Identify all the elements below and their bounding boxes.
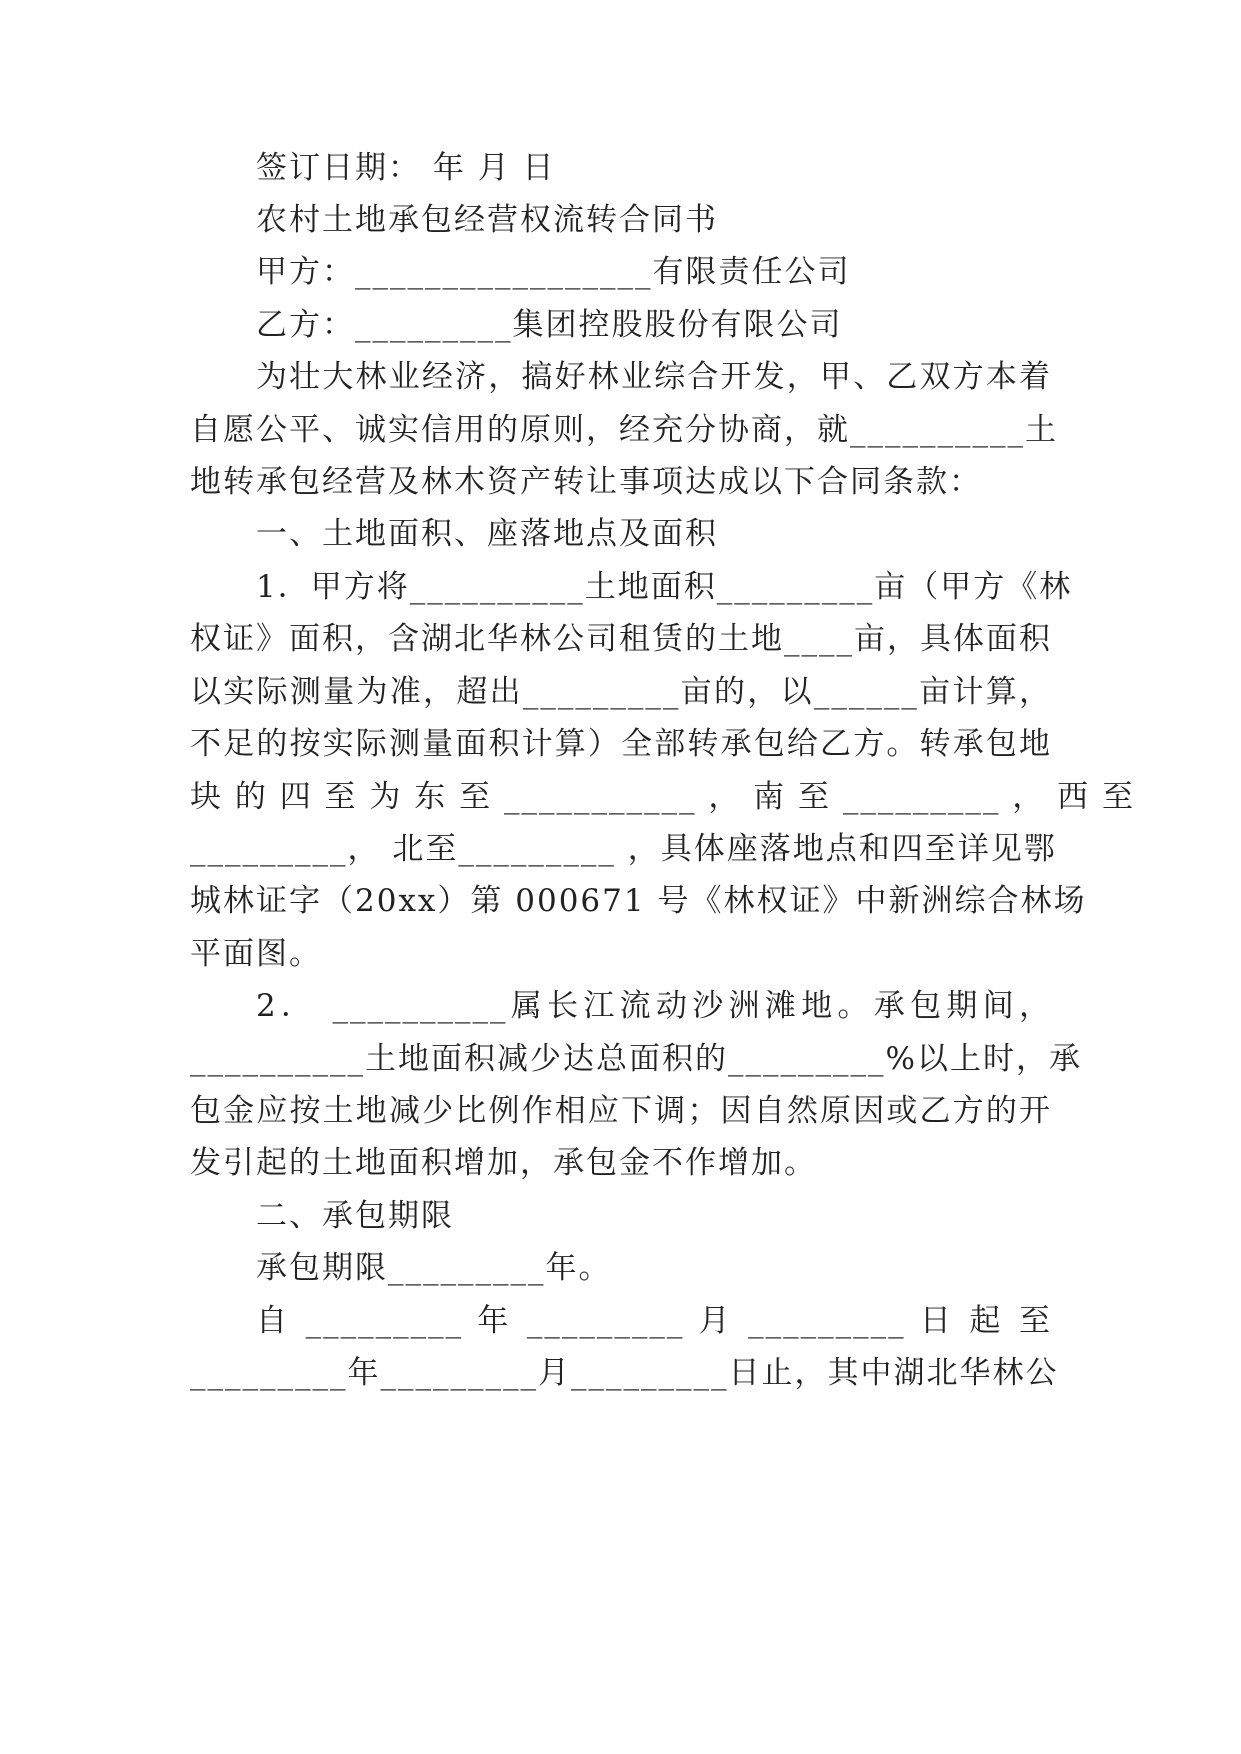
section-heading: 一、土地面积、座落地点及面积 (256, 516, 718, 552)
paragraph-line: __________土地面积减少达总面积的_________%以上时，承 (190, 1041, 1082, 1077)
paragraph-line: 不足的按实际测量面积计算）全部转承包给乙方。转承包地 (190, 726, 1052, 762)
paragraph-line: 1．甲方将__________土地面积_________亩（甲方《林 (256, 569, 1073, 605)
paragraph-line: 以实际测量为准，超出_________亩的，以______亩计算， (190, 674, 1052, 710)
paragraph-line: 自愿公平、诚实信用的原则，经充分协商，就__________土 (190, 412, 1058, 448)
paragraph-line: _________， 北至_________ ，具体座落地点和四至详见鄂 (190, 831, 1057, 867)
paragraph-line: _________年_________月_________日止，其中湖北华林公 (190, 1355, 1059, 1391)
paragraph-line: 包金应按土地减少比例作相应下调；因自然原因或乙方的开 (190, 1093, 1052, 1129)
signing-date-line: 签订日期： 年 月 日 (256, 150, 556, 186)
section-heading: 二、承包期限 (256, 1198, 454, 1234)
paragraph-line: 块 的 四 至 为 东 至 ___________ ， 南 至 _________ ， 西 至 (190, 779, 1135, 815)
paragraph-line: 城林证字（20xx）第 000671 号《林权证》中新洲综合林场 (190, 883, 1087, 919)
paragraph-line: 发引起的土地面积增加，承包金不作增加。 (190, 1145, 817, 1181)
paragraph-line: 平面图。 (190, 936, 322, 972)
paragraph-line: 自 _________ 年 _________ 月 _________ 日 起 至 (256, 1303, 1052, 1339)
paragraph-line: 地转承包经营及林木资产转让事项达成以下合同条款： (190, 464, 982, 500)
party-a-line: 甲方：_________________有限责任公司 (256, 254, 851, 290)
paragraph-line: 承包期限_________年。 (256, 1250, 612, 1286)
party-b-line: 乙方：_________集团控股股份有限公司 (256, 307, 843, 343)
paragraph-line: 2． __________属长江流动沙洲滩地。承包期间， (256, 988, 1052, 1024)
paragraph-line: 权证》面积，含湖北华林公司租赁的土地____亩，具体面积 (190, 621, 1052, 657)
paragraph-line: 为壮大林业经济，搞好林业综合开发，甲、乙双方本着 (256, 359, 1052, 395)
document-title: 农村土地承包经营权流转合同书 (256, 202, 718, 238)
